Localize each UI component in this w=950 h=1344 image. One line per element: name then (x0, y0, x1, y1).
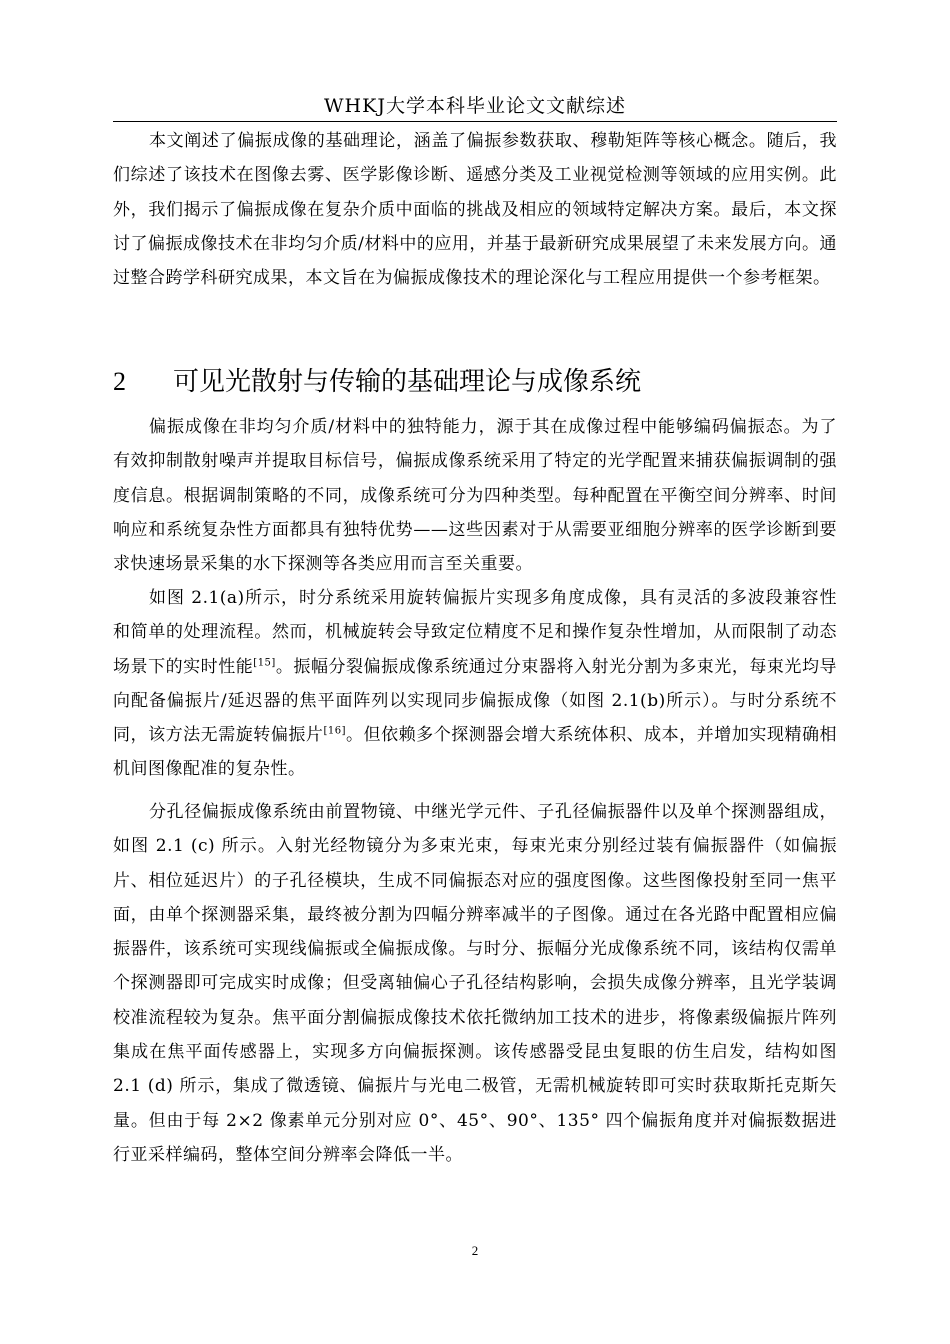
section-number: 2 (113, 367, 126, 396)
section-heading (113, 362, 837, 402)
citation-16: [16] (323, 725, 346, 737)
paragraph-2-text-c: 。但依赖多个探测器会增大系统体积、成本，并增加实现精确相机间图像配准的复杂性。 (113, 725, 838, 780)
body-paragraph-2 (113, 581, 837, 787)
page-number: 2 (471, 1243, 479, 1258)
paragraph-2-text-a: 如图 2.1(a)所示，时分系统采用旋转偏振片实现多角度成像，具有灵活的多波段兼容性和简单的处理流程。然而，机械旋转会导致定位精度不足和操作复杂性增加，从而限制了动态场景下的实时性能 (113, 588, 837, 677)
body-paragraph-1: 偏振成像在非均匀介质/材料中的独特能力，源于其在成像过程中能够编码偏振态。为了有效抑制散射噪声并提取目标信号，偏振成像系统采用了特定的光学配置来捕获偏振调制的强度信息。根据调制策略的不同，成像系统可分为四种类型。每种配置在平衡空间分辨率、时间响应和系统复杂性方面都具有独特优势——这些因素对于从需要亚细胞分辨率的医学诊断到要求快速场景采集的水下探测等各类应用而言至关重要。 (113, 417, 837, 575)
citation-15: [15] (253, 656, 276, 668)
section-title-text: 可见光散射与传输的基础理论与成像系统 (173, 367, 642, 397)
paragraph-2-text-b: 。振幅分裂偏振成像系统通过分束器将入射光分割为多束光，每束光均导向配备偏振片/延迟器的焦平面阵列以实现同步偏振成像（如图 2.1(b)所示）。与时分系统不同，该方法无需旋转偏振片 (113, 656, 838, 746)
body-paragraph-3: 分孔径偏振成像系统由前置物镜、中继光学元件、子孔径偏振器件以及单个探测器组成，如图 2.1 (c) 所示。入射光经物镜分为多束光束，每束光束分别经过装有偏振器件（如偏振片、相位延迟片）的子孔径模块，生成不同偏振态对应的强度图像。这些图像投射至同一焦平面，由单个探测器采集，最终被分割为四幅分辨率减半的子图像。通过在各光路中配置相应偏振器件，该系统可实现线偏振或全偏振成像。与时分、振幅分光成像系统不同，该结构仅需单个探测器即可完成实时成像；但受离轴偏心子孔径结构影响，会损失成像分辨率，且光学装调校准流程较为复杂。焦平面分割偏振成像技术依托微纳加工技术的进步，将像素级偏振片阵列集成在焦平面传感器上，实现多方向偏振探测。该传感器受昆虫复眼的仿生启发，结构如图 2.1 (d) 所示，集成了微透镜、偏振片与光电二极管，无需机械旋转即可实时获取斯托克斯矢量。但由于每 2×2 像素单元分别对应 0°、45°、90°、135° 四个偏振角度并对偏振数据进行亚采样编码，整体空间分辨率会降低一半。 (113, 802, 837, 1165)
intro-paragraph: 本文阐述了偏振成像的基础理论，涵盖了偏振参数获取、穆勒矩阵等核心概念。随后，我们综述了该技术在图像去雾、医学影像诊断、遥感分类及工业视觉检测等领域的应用实例。此外，我们揭示了偏振成像在复杂介质中面临的挑战及相应的领域特定解决方案。最后，本文探讨了偏振成像技术在非均匀介质/材料中的应用，并基于最新研究成果展望了未来发展方向。通过整合跨学科研究成果，本文旨在为偏振成像技术的理论深化与工程应用提供一个参考框架。 (113, 131, 837, 289)
document-header: WHKJ大学本科毕业论文文献综述 (324, 95, 626, 117)
header-rule (113, 121, 837, 122)
